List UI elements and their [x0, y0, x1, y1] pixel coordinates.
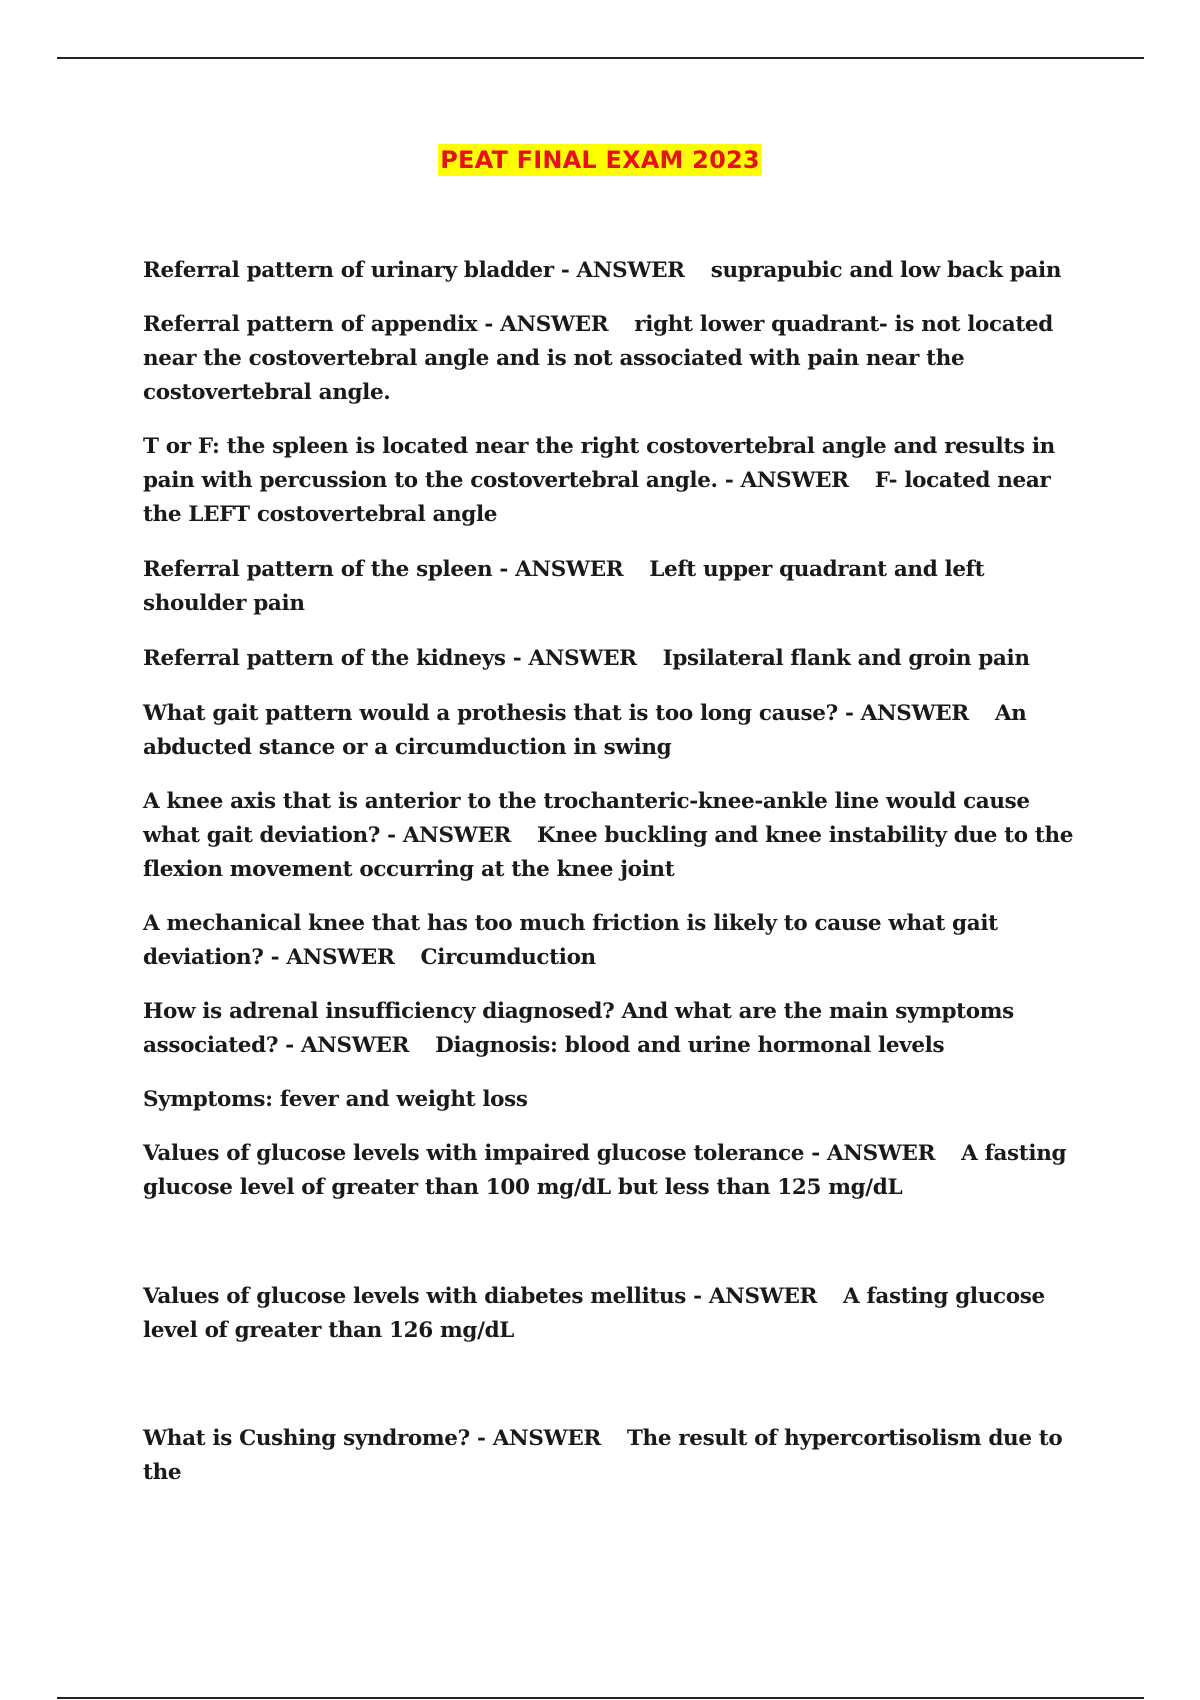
top-rule: [57, 57, 1144, 59]
qa-item: [143, 1137, 1088, 1205]
question-text: T or F: the spleen is located near the right costovertebral angle and results in pain with percussion to the costovertebral angle. - ANSWER: [143, 434, 1055, 493]
qa-item: [143, 1422, 1088, 1490]
question-text: Values of glucose levels with diabetes mellitus - ANSWER: [143, 1284, 818, 1309]
answer-text: Ipsilateral flank and groin pain: [662, 646, 1030, 671]
question-text: What is Cushing syndrome? - ANSWER: [143, 1426, 601, 1451]
qa-item: [143, 697, 1088, 765]
answer-text: A fasting glucose level of greater than 100 mg/dL but less than 125 mg/dL: [143, 1141, 1067, 1200]
question-text: Referral pattern of appendix - ANSWER: [143, 312, 609, 337]
question-text: Referral pattern of the spleen - ANSWER: [143, 557, 624, 582]
answer-text: Left upper quadrant and left shoulder pain: [143, 557, 985, 616]
answer-text: Diagnosis: blood and urine hormonal levels: [435, 1033, 945, 1058]
question-text: Referral pattern of urinary bladder - ANSWER: [143, 258, 685, 283]
bottom-rule: [57, 1697, 1144, 1699]
answer-text: Symptoms: fever and weight loss: [143, 1087, 528, 1112]
qa-item: [143, 907, 1088, 975]
answer-text: An abducted stance or a circumduction in swing: [143, 701, 1027, 760]
qa-item: [143, 308, 1088, 410]
qa-item: [143, 642, 1088, 676]
qa-item: [143, 430, 1088, 532]
question-text: Referral pattern of the kidneys - ANSWER: [143, 646, 637, 671]
answer-text: Knee buckling and knee instability due to the flexion movement occurring at the knee joint: [143, 823, 1074, 882]
qa-item: [143, 995, 1088, 1063]
qa-item: [143, 1280, 1088, 1348]
question-text: A knee axis that is anterior to the trochanteric-knee-ankle line would cause what gait deviation? - ANSWER: [143, 789, 1030, 848]
answer-text: suprapubic and low back pain: [710, 258, 1062, 283]
qa-item: [143, 785, 1088, 887]
question-text: Values of glucose levels with impaired glucose tolerance - ANSWER: [143, 1141, 936, 1166]
question-text: What gait pattern would a prothesis that is too long cause? - ANSWER: [143, 701, 969, 726]
question-text: A mechanical knee that has too much friction is likely to cause what gait deviation? - ANSWER: [143, 911, 998, 970]
answer-text: Circumduction: [420, 945, 596, 970]
title-container: [0, 144, 1200, 176]
answer-text: A fasting glucose level of greater than 126 mg/dL: [143, 1284, 1045, 1343]
qa-item: [143, 553, 1088, 621]
qa-item: [143, 254, 1088, 288]
answer-text: The result of hypercortisolism due to the: [143, 1426, 1063, 1485]
answer-text: F- located near the LEFT costovertebral angle: [143, 468, 1051, 527]
page-title: PEAT FINAL EXAM 2023: [440, 146, 760, 174]
qa-item: [143, 1083, 1088, 1117]
question-text: How is adrenal insufficiency diagnosed? And what are the main symptoms associated? - ANSWER: [143, 999, 1014, 1058]
answer-text: right lower quadrant- is not located near the costovertebral angle and is not associated with pain near the costovertebral angle.: [143, 312, 1053, 405]
